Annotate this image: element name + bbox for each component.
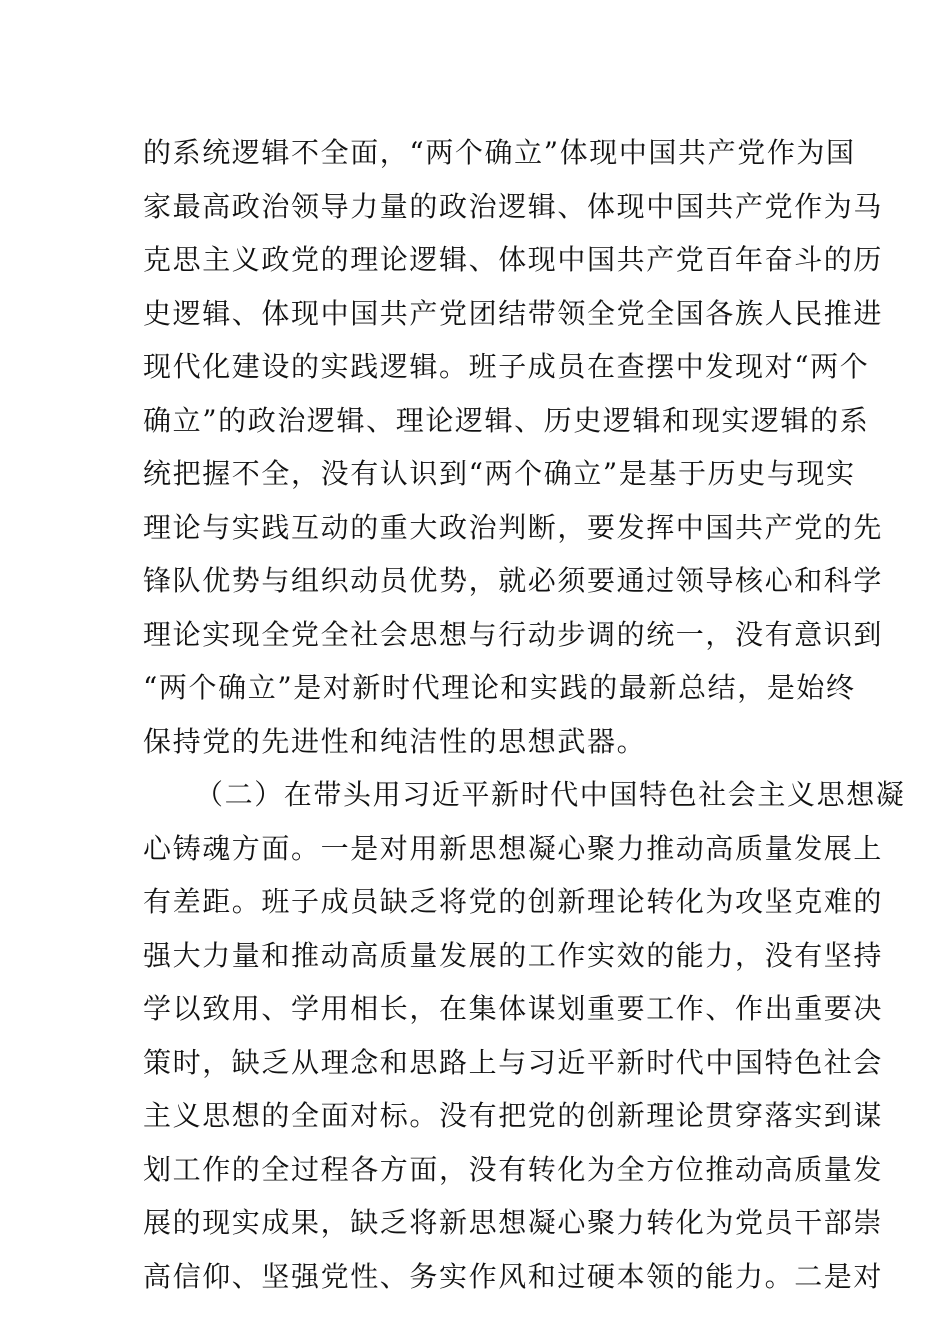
text-line: 高信仰、坚强党性、务实作风和过硬本领的能力。二是对 <box>143 1259 884 1293</box>
text-line: 锋队优势与组织动员优势，就必须要通过领导核心和科学 <box>143 564 884 597</box>
text-line: 划工作的全过程各方面，没有转化为全方位推动高质量发 <box>143 1152 884 1186</box>
text-line: 有差距。班子成员缺乏将党的创新理论转化为攻坚克难的 <box>143 885 884 918</box>
section-heading-line: （二）在带头用习近平新时代中国特色社会主义思想凝 <box>195 778 906 811</box>
text-line: 展的现实成果，缺乏将新思想凝心聚力转化为党员干部崇 <box>143 1206 884 1239</box>
text-line: 克思主义政党的理论逻辑、体现中国共产党百年奋斗的历 <box>143 243 884 276</box>
text-line: 强大力量和推动高质量发展的工作实效的能力，没有坚持 <box>143 938 884 972</box>
text-line: 主义思想的全面对标。没有把党的创新理论贯穿落实到谋 <box>143 1099 884 1132</box>
text-line: 学以致用、学用相长，在集体谋划重要工作、作出重要决 <box>143 992 884 1025</box>
paragraph-end-line: 保持党的先进性和纯洁性的思想武器。 <box>143 724 647 758</box>
text-line: 策时，缺乏从理念和思路上与习近平新时代中国特色社会 <box>143 1045 884 1079</box>
text-line: 史逻辑、体现中国共产党团结带领全党全国各族人民推进 <box>143 296 884 330</box>
text-line: 理论实现全党全社会思想与行动步调的统一，没有意识到 <box>143 617 884 651</box>
text-line: 理论与实践互动的重大政治判断，要发挥中国共产党的先 <box>143 510 884 544</box>
text-line: 统把握不全，没有认识到“两个确立”是基于历史与现实 <box>143 457 856 490</box>
body-text <box>143 126 906 1303</box>
text-line: 现代化建设的实践逻辑。班子成员在查摆中发现对“两个 <box>143 350 870 383</box>
text-line: 家最高政治领导力量的政治逻辑、体现中国共产党作为马 <box>143 189 884 223</box>
text-line: “两个确立”是对新时代理论和实践的最新总结，是始终 <box>143 671 856 704</box>
text-line: 心铸魂方面。一是对用新思想凝心聚力推动高质量发展上 <box>143 831 884 865</box>
text-line: 确立”的政治逻辑、理论逻辑、历史逻辑和现实逻辑的系 <box>143 403 870 437</box>
text-line: 的系统逻辑不全面，“两个确立”体现中国共产党作为国 <box>143 136 856 169</box>
